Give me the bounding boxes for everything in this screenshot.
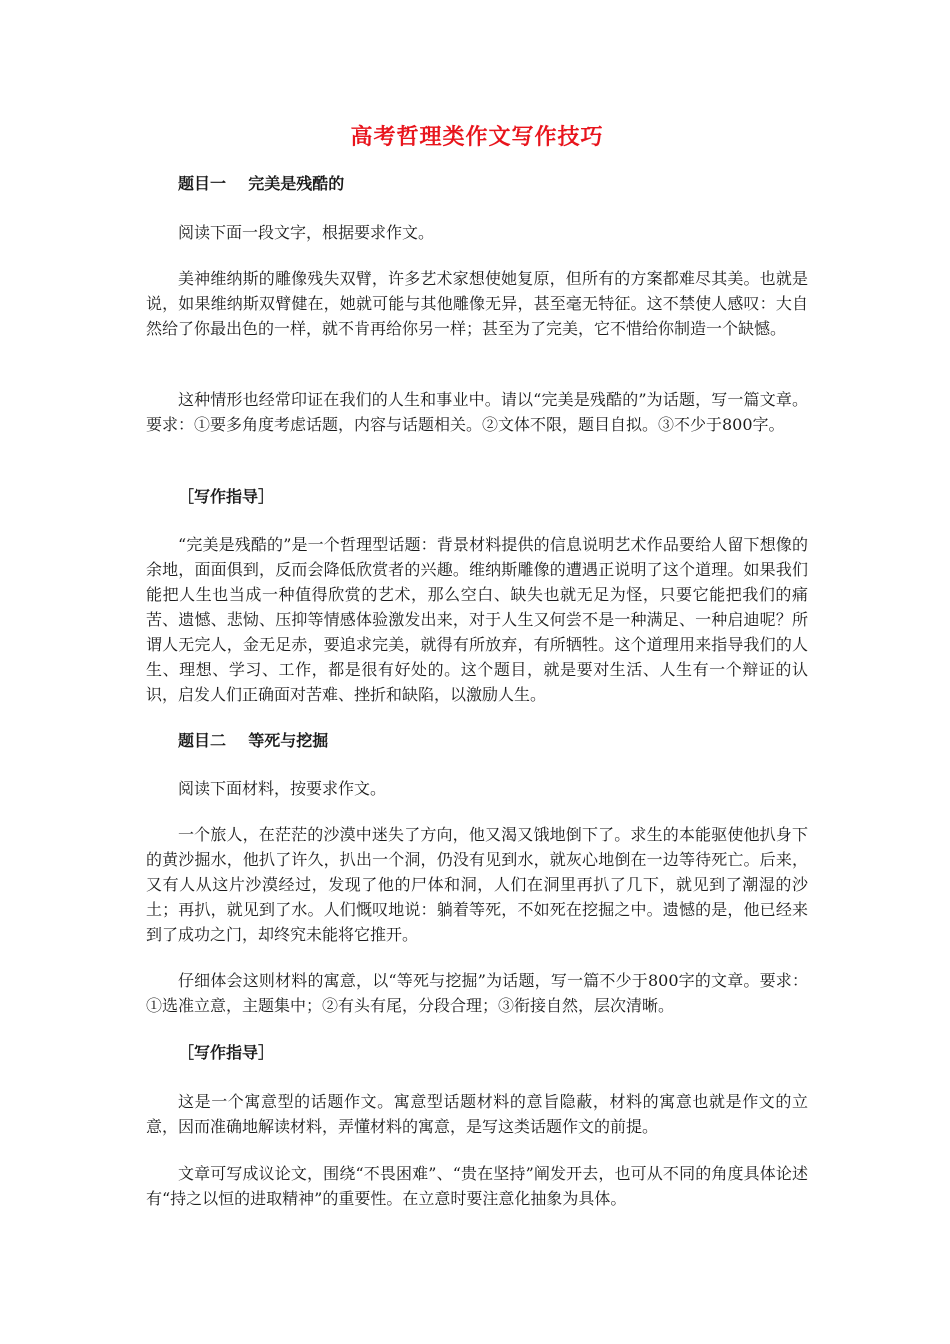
topic1-guide-heading: ［写作指导］ [178, 487, 275, 506]
topic2-passage: 一个旅人，在茫茫的沙漠中迷失了方向，他又渴又饿地倒下了。求生的本能驱使他扒身下的黄沙掘水，他扒了许久，扒出一个洞，仍没有见到水，就灰心地倒在一边等待死亡。后来，又有人从这片沙漠经过，发现了他的尸体和洞，人们在洞里再扒了几下，就见到了潮湿的沙土；再扒，就见到了水。人们慨叹地说：躺着等死，不如死在挖掘之中。遗憾的是，他已经来到了成功之门，却终究未能将它推开。 [146, 825, 808, 944]
topic2-prompt-intro: 阅读下面材料，按要求作文。 [178, 779, 387, 798]
topic2-requirements: 仔细体会这则材料的寓意，以“等死与挖掘”为话题，写一篇不少于800字的文章。要求：①选准立意，主题集中；②有头有尾，分段合理；③衔接自然，层次清晰。 [146, 971, 808, 1015]
topic2-heading: 题目二 等死与挖掘 [178, 731, 329, 750]
topic1-prompt-intro: 阅读下面一段文字，根据要求作文。 [178, 223, 435, 242]
topic1-requirements: 这种情形也经常印证在我们的人生和事业中。请以“完美是残酷的”为话题，写一篇文章。要求：①要多角度考虑话题，内容与话题相关。②文体不限，题目自拟。③不少于800字。 [146, 390, 808, 434]
topic1-heading: 题目一 完美是残酷的 [178, 174, 345, 193]
topic2-guide-heading: ［写作指导］ [178, 1043, 275, 1062]
topic2-guide-p1: 这是一个寓意型的话题作文。寓意型话题材料的意旨隐蔽，材料的寓意也就是作文的立意，因而准确地解读材料，弄懂材料的寓意，是写这类话题作文的前提。 [146, 1092, 808, 1136]
topic1-passage: 美神维纳斯的雕像残失双臂，许多艺术家想使她复原，但所有的方案都难尽其美。也就是说，如果维纳斯双臂健在，她就可能与其他雕像无异，甚至毫无特征。这不禁使人感叹：大自然给了你最出色的一样，就不肯再给你另一样；甚至为了完美，它不惜给你制造一个缺憾。 [146, 269, 808, 338]
document-title: 高考哲理类作文写作技巧 [350, 124, 604, 150]
topic2-guide-p2: 文章可写成议论文，围绕“不畏困难”、“贵在坚持”阐发开去，也可从不同的角度具体论述有“持之以恒的进取精神”的重要性。在立意时要注意化抽象为具体。 [146, 1164, 808, 1208]
topic1-guide: “完美是残酷的”是一个哲理型话题：背景材料提供的信息说明艺术作品要给人留下想像的余地，面面俱到，反而会降低欣赏者的兴趣。维纳斯雕像的遭遇正说明了这个道理。如果我们能把人生也当成一种值得欣赏的艺术，那么空白、缺失也就无足为怪，只要它能把我们的痛苦、遗憾、悲恸、压抑等情感体验激发出来，对于人生又何尝不是一种满足、一种启迪呢？所谓人无完人，金无足赤，要追求完美，就得有所放弃，有所牺牲。这个道理用来指导我们的人生、理想、学习、工作，都是很有好处的。这个题目，就是要对生活、人生有一个辩证的认识，启发人们正确面对苦难、挫折和缺陷，以激励人生。 [146, 535, 808, 704]
